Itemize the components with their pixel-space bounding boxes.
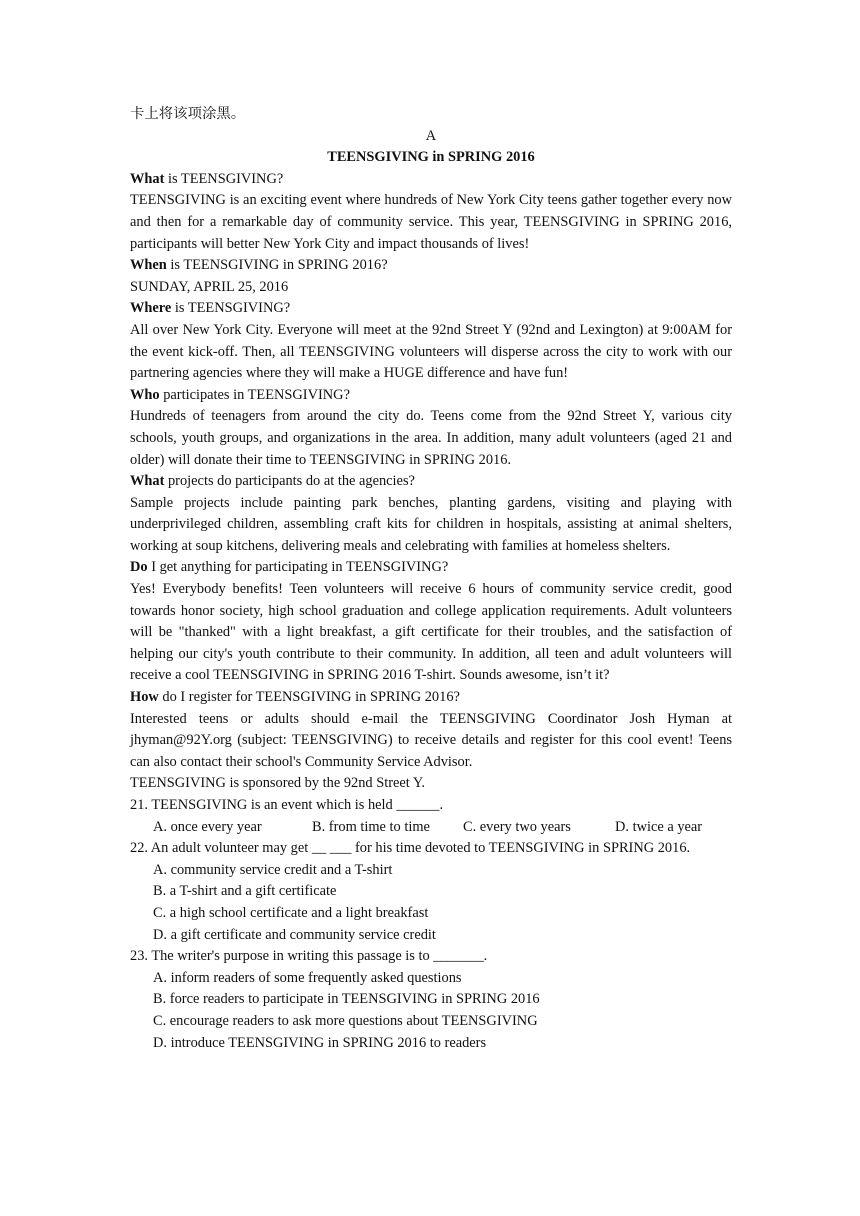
answer-option: D. a gift certificate and community service credit [153, 926, 436, 943]
faq-answer: SUNDAY, APRIL 25, 2016 [130, 278, 289, 295]
answer-options-row [130, 817, 732, 839]
question-stem: 23. The writer's purpose in writing this passage is to _______. [130, 948, 488, 965]
faq-question: When is TEENSGIVING in SPRING 2016? [130, 257, 388, 274]
section-letter: A [425, 127, 437, 144]
faq-answer: Interested teens or adults should e-mail the TEENSGIVING Coordinator Josh Hyman at jhyman@92Y.org (subject: TEENSGIVING) to receive details and register for this cool event! Teens can also contact their school's Community Service Advisor. [130, 710, 732, 770]
question-stem: 21. TEENSGIVING is an event which is held ______. [130, 797, 444, 813]
faq-question: What projects do participants do at the agencies? [130, 473, 415, 490]
faq-question: What is TEENSGIVING? [130, 170, 284, 187]
sponsor-line: TEENSGIVING is sponsored by the 92nd Street Y. [130, 775, 425, 792]
faq-question: How do I register for TEENSGIVING in SPRING 2016? [130, 689, 460, 706]
faq-question: Who participates in TEENSGIVING? [130, 386, 350, 403]
faq-answer: TEENSGIVING is an exciting event where hundreds of New York City teens gather together every now and then for a remarkable day of community service. This year, TEENSGIVING in SPRING 2016, participants will better New York City and impact thousands of lives! [130, 192, 732, 252]
answer-option: B. a T-shirt and a gift certificate [153, 883, 337, 900]
answer-option: C. a high school certificate and a light breakfast [153, 904, 429, 921]
document-page [130, 104, 732, 1054]
faq-question: Do I get anything for participating in TEENSGIVING? [130, 559, 449, 576]
answer-option: A. once every year [153, 818, 262, 835]
question-stem: 22. An adult volunteer may get __ ___ for his time devoted to TEENSGIVING in SPRING 2016. [130, 840, 691, 857]
intro-line: 卡上将该项涂黑。 [130, 106, 246, 122]
faq-answer: Hundreds of teenagers from around the city do. Teens come from the 92nd Street Y, various city schools, youth groups, and organizations in the area. In addition, many adult volunteers (aged 21 and older) will donate their time to TEENSGIVING in SPRING 2016. [130, 408, 732, 468]
answer-option: C. encourage readers to ask more questions about TEENSGIVING [153, 1012, 538, 1029]
answer-option: B. force readers to participate in TEENSGIVING in SPRING 2016 [153, 991, 540, 1008]
answer-option: C. every two years [463, 818, 571, 835]
faq-answer: Sample projects include painting park benches, planting gardens, visiting and playing with underprivileged children, assembling craft kits for children in hospitals, assisting at animal shelters, working at soup kitchens, delivering meals and celebrating with families at homeless shelters. [130, 494, 732, 554]
faq-answer: All over New York City. Everyone will meet at the 92nd Street Y (92nd and Lexington) at 9:00AM for the event kick-off. Then, all TEENSGIVING volunteers will disperse across the city to work with our partnering agencies where they will make a HUGE difference and have fun! [130, 321, 732, 382]
faq-question: Where is TEENSGIVING? [130, 300, 291, 317]
answer-option: B. from time to time [312, 818, 430, 835]
faq-answer: Yes! Everybody benefits! Teen volunteers will receive 6 hours of community service credit, good towards honor society, high school graduation and college application requirements. Adult volunteers will be "thanked" with a light breakfast, a gift certificate for their troubles, and the satisfaction of helping our city's youth contribute to their community. In addition, all teen and adult volunteers will receive a cool TEENSGIVING in SPRING 2016 T-shirt. Sounds awesome, isn’t it? [130, 581, 732, 684]
answer-option: D. twice a year [615, 818, 703, 835]
passage-title: TEENSGIVING in SPRING 2016 [327, 149, 535, 166]
answer-option: A. inform readers of some frequently asked questions [153, 969, 462, 986]
answer-option: D. introduce TEENSGIVING in SPRING 2016 to readers [153, 1034, 487, 1051]
answer-option: A. community service credit and a T-shirt [153, 861, 393, 878]
